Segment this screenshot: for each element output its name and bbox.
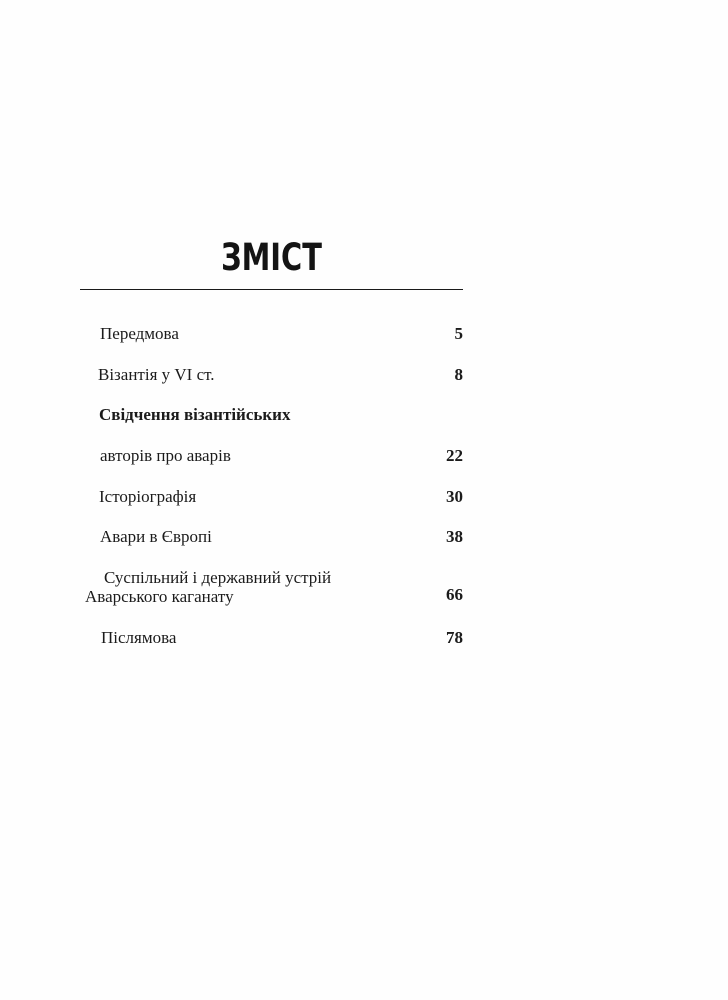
page-title: ЗМІСТ <box>221 236 322 279</box>
toc-entry-page: 8 <box>454 365 463 384</box>
toc-entry-title: Суспільний і державний устрій <box>104 568 332 587</box>
toc-entry-title: Передмова <box>100 324 179 343</box>
toc-entry-title: Візантія у VI ст. <box>98 365 215 384</box>
toc-entry-page: 66 <box>446 585 463 604</box>
toc-entry-page: 30 <box>446 487 463 506</box>
title-divider <box>80 289 463 290</box>
toc-entry-page: 78 <box>446 628 463 647</box>
toc-entry-title-continued: авторів про аварів <box>100 446 231 465</box>
toc-entry-page: 5 <box>454 324 463 343</box>
toc-entry-page: 38 <box>446 527 463 546</box>
toc-entry-title: Авари в Європі <box>100 527 212 546</box>
toc-entry-title: Історіографія <box>99 487 197 506</box>
toc-entry-title: Свідчення візантійських <box>99 405 291 424</box>
toc-entry-page: 22 <box>446 446 463 465</box>
toc-entry-title-continued: Аварського каганату <box>85 587 234 606</box>
toc-entry-title: Післямова <box>101 628 177 647</box>
